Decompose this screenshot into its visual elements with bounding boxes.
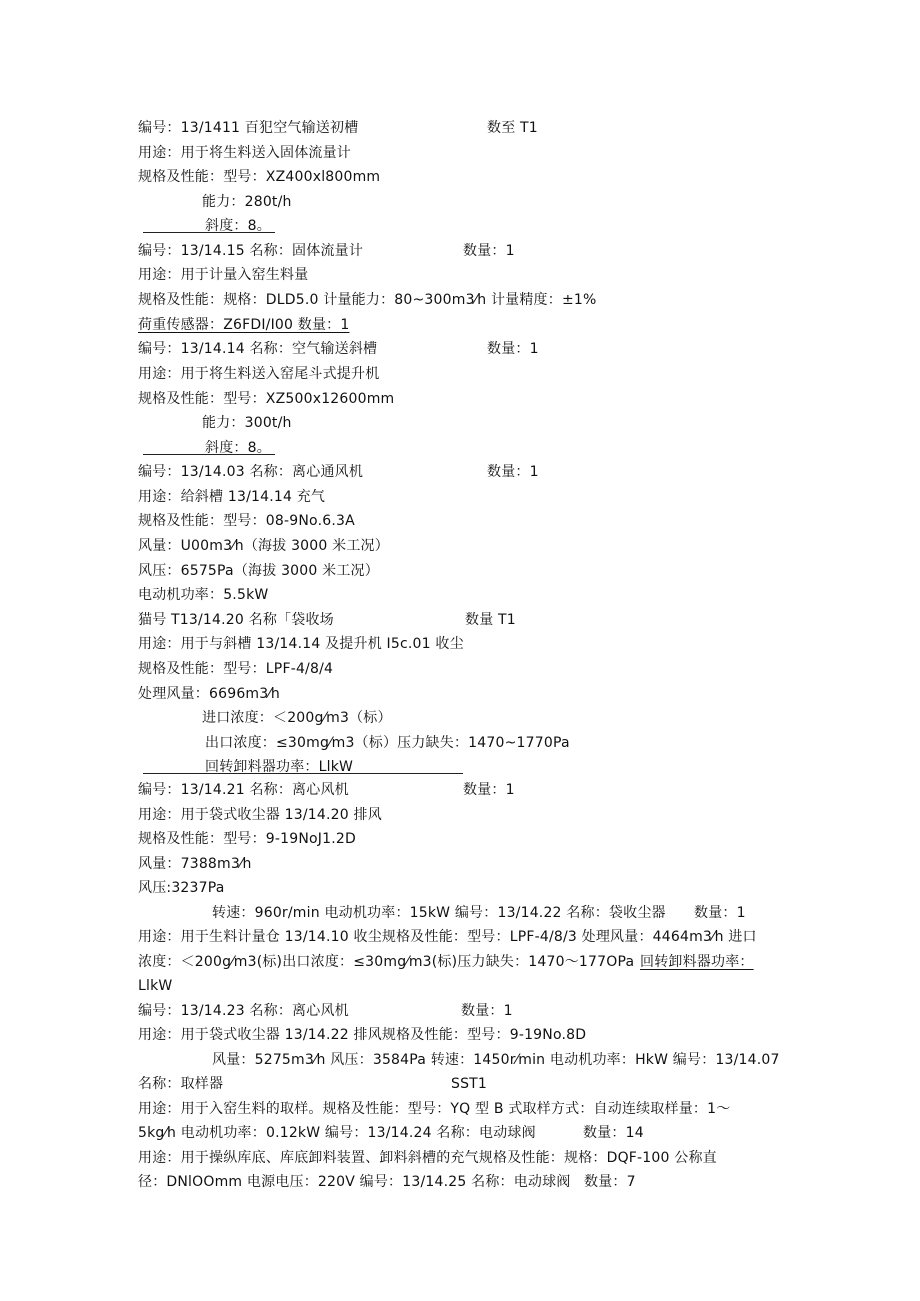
quantity-text: 数量：1 xyxy=(487,464,539,480)
text-line: 用途：用于计量入窑生料量 xyxy=(138,267,309,283)
text-line: 进口浓度：＜200g⁄m3（标） xyxy=(202,710,392,726)
text-line: 出口浓度：≤30mg⁄m3（标）压力缺失：1470~1770Pa xyxy=(205,735,570,751)
text-line: 用途：给斜槽 13/14.14 充气 xyxy=(138,489,326,505)
text-line: 斜度：8。 xyxy=(205,218,271,234)
text-line: 电动机功率：5.5kW xyxy=(138,587,269,603)
text-line: 用途：用于将生料送入窑尾斗式提升机 xyxy=(138,366,380,382)
quantity-text: 数量：1 xyxy=(694,905,746,921)
text-line: 规格及性能：规格：DLD5.0 计量能力：80~300m3⁄h 计量精度：±1% xyxy=(138,292,597,308)
text-line: 用途：用于生料计量仓 13/14.10 收尘规格及性能：型号：LPF-4/8/3 处理风量：4464m3⁄h 进口 xyxy=(138,929,757,945)
quantity-text: 数量：1 xyxy=(463,243,515,259)
text-line: 编号：13/14.21 名称：离心风机 xyxy=(138,782,349,798)
text-line: 风量：7388m3⁄h xyxy=(138,856,252,872)
text-line: 5kg⁄h 电动机功率：0.12kW 编号：13/14.24 名称：电动球阀 xyxy=(138,1125,536,1141)
text-line: 规格及性能：型号：XZ500x12600mm xyxy=(138,391,395,407)
quantity-text: SST1 xyxy=(451,1076,488,1092)
text-line: 用途：用于与斜槽 13/14.14 及提升机 I5c.01 收尘 xyxy=(138,636,464,652)
text-line: 风量：U00m3⁄h（海拔 3000 米工况） xyxy=(138,538,389,554)
quantity-text: 数量：1 xyxy=(487,341,539,357)
text-line: 编号：13/14.14 名称：空气输送斜槽 xyxy=(138,341,378,357)
text-line: 荷重传感器：Z6FDI/I00 数量：1 xyxy=(138,317,350,333)
text-line: 用途：用于入窑生料的取样。规格及性能：型号：YQ 型 B 式取样方式：自动连续取样量：1～ xyxy=(138,1101,731,1117)
text-line: 用途：用于操纵库底、库底卸料装置、卸料斜槽的充气规格及性能：规格：DQF-100 公称直 xyxy=(138,1150,717,1166)
text-line: 风压:3237Pa xyxy=(138,880,225,896)
quantity-text: 数量 T1 xyxy=(465,612,516,628)
text-line: 径：DNlOOmm 电源电压：220V 编号：13/14.25 名称：电动球阀 xyxy=(138,1174,571,1190)
text-line: 编号：13/14.23 名称：离心风机 xyxy=(138,1003,349,1019)
text-line: 风压：6575Pa（海拔 3000 米工况） xyxy=(138,563,379,579)
text-line: 名称：取样器 xyxy=(138,1076,224,1092)
text-line: 用途：用于袋式收尘器 13/14.20 排风 xyxy=(138,807,382,823)
text-line: 风量：5275m3⁄h 风压：3584Pa 转速：1450r⁄min 电动机功率：HkW 编号：13/14.07 xyxy=(212,1052,780,1068)
text-line: 浓度：＜200g⁄m3(标)出口浓度：≤30mg⁄m3(标)压力缺失：1470～177OPa xyxy=(138,954,635,970)
text-line: 回转卸料器功率： xyxy=(640,954,754,970)
text-line: 编号：13/14.15 名称：固体流量计 xyxy=(138,243,364,259)
text-line: 规格及性能：型号：9-19NoJ1.2D xyxy=(138,831,356,847)
text-line: 能力：280t/h xyxy=(202,194,292,210)
text-line: 用途：用于将生料送入固体流量计 xyxy=(138,145,351,161)
quantity-text: 数量：7 xyxy=(584,1174,636,1190)
text-line: LlkW xyxy=(138,978,173,994)
text-line: 用途：用于袋式收尘器 13/14.22 排风规格及性能：型号：9-19No.8D xyxy=(138,1027,587,1043)
quantity-text: 数量：1 xyxy=(461,1003,513,1019)
text-line: 编号：13/14.03 名称：离心通风机 xyxy=(138,464,364,480)
text-line: 编号：13/1411 百犯空气输送初槽 xyxy=(138,120,359,136)
text-line: 猫号 T13/14.20 名称「袋收场 xyxy=(138,612,334,628)
quantity-text: 数量：14 xyxy=(583,1125,644,1141)
text-line: 能力：300t/h xyxy=(202,415,292,431)
text-line: 规格及性能：型号：08-9No.6.3A xyxy=(138,513,355,529)
text-line: 斜度：8。 xyxy=(205,440,271,456)
text-line: 规格及性能：型号：XZ400xl800mm xyxy=(138,169,381,185)
quantity-text: 数至 T1 xyxy=(487,120,538,136)
text-line: 处理风量：6696m3⁄h xyxy=(138,686,280,702)
text-line: 转速：960r/min 电动机功率：15kW 编号：13/14.22 名称：袋收尘器 xyxy=(212,905,666,921)
quantity-text: 数量：1 xyxy=(463,782,515,798)
text-line: 规格及性能：型号：LPF-4/8/4 xyxy=(138,661,334,677)
text-line: 回转卸料器功率：LlkW xyxy=(205,759,354,775)
